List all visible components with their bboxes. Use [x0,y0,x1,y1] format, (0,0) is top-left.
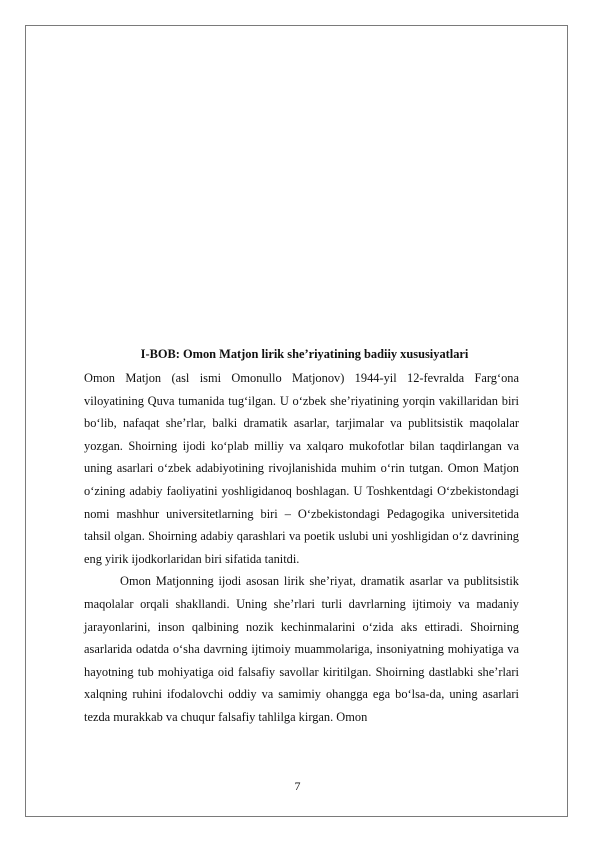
paragraph-1: Omon Matjon (asl ismi Omonullo Matjonov) 1944-yil 12-fevralda Farg‘ona viloyatining Quva tumanida tug‘ilgan. U o‘zbek she’riyatining yorqin vakillaridan biri bo‘lib, nafaqat she’rlar, balki dramatik asarlar, tarjimalar va publitsistik maqolalar yozgan. Shoirning ijodi ko‘plab milliy va xalqaro mukofotlar bilan taqdirlangan va uning asarlari o‘zbek adabiyotining rivojlanishida muhim o‘rin tutgan. Omon Matjon o‘zining adabiy faoliyatini yoshligidanoq boshlagan. U Toshkentdagi O‘zbekistondagi nomi mashhur universitetlarning biri – O‘zbekistondagi Pedagogika universitetida tahsil olgan. Shoirning adabiy qarashlari va poetik uslubi uni yoshligidan o‘z davrining eng yirik ijodkorlaridan biri sifatida tanitdi. [84,371,519,566]
paragraph-2: Omon Matjonning ijodi asosan lirik she’riyat, dramatik asarlar va publitsistik maqolalar orqali shakllandi. Uning she’rlari turli davrlarning ijtimoiy va madaniy jarayonlarini, inson qalbining nozik kechinmalarini o‘zida aks ettiradi. Shoirning asarlarida odatda o‘sha davrning ijtimoiy muammolariga, insoniyatning mohiyatiga va hayotning tub mohiyatiga oid falsafiy savollar kiritilgan. Shoirning dastlabki she’rlari xalqning ruhini ifodalovchi oddiy va samimiy ohangga ega bo‘lsa-da, uning asarlari tezda murakkab va chuqur falsafiy tahlilga kirgan. Omon [84,574,519,724]
chapter-heading: I-BOB: Omon Matjon lirik she’riyatining badiiy xususiyatlari [140,347,469,361]
page-number: 7 [294,779,301,793]
page-content [84,345,519,729]
